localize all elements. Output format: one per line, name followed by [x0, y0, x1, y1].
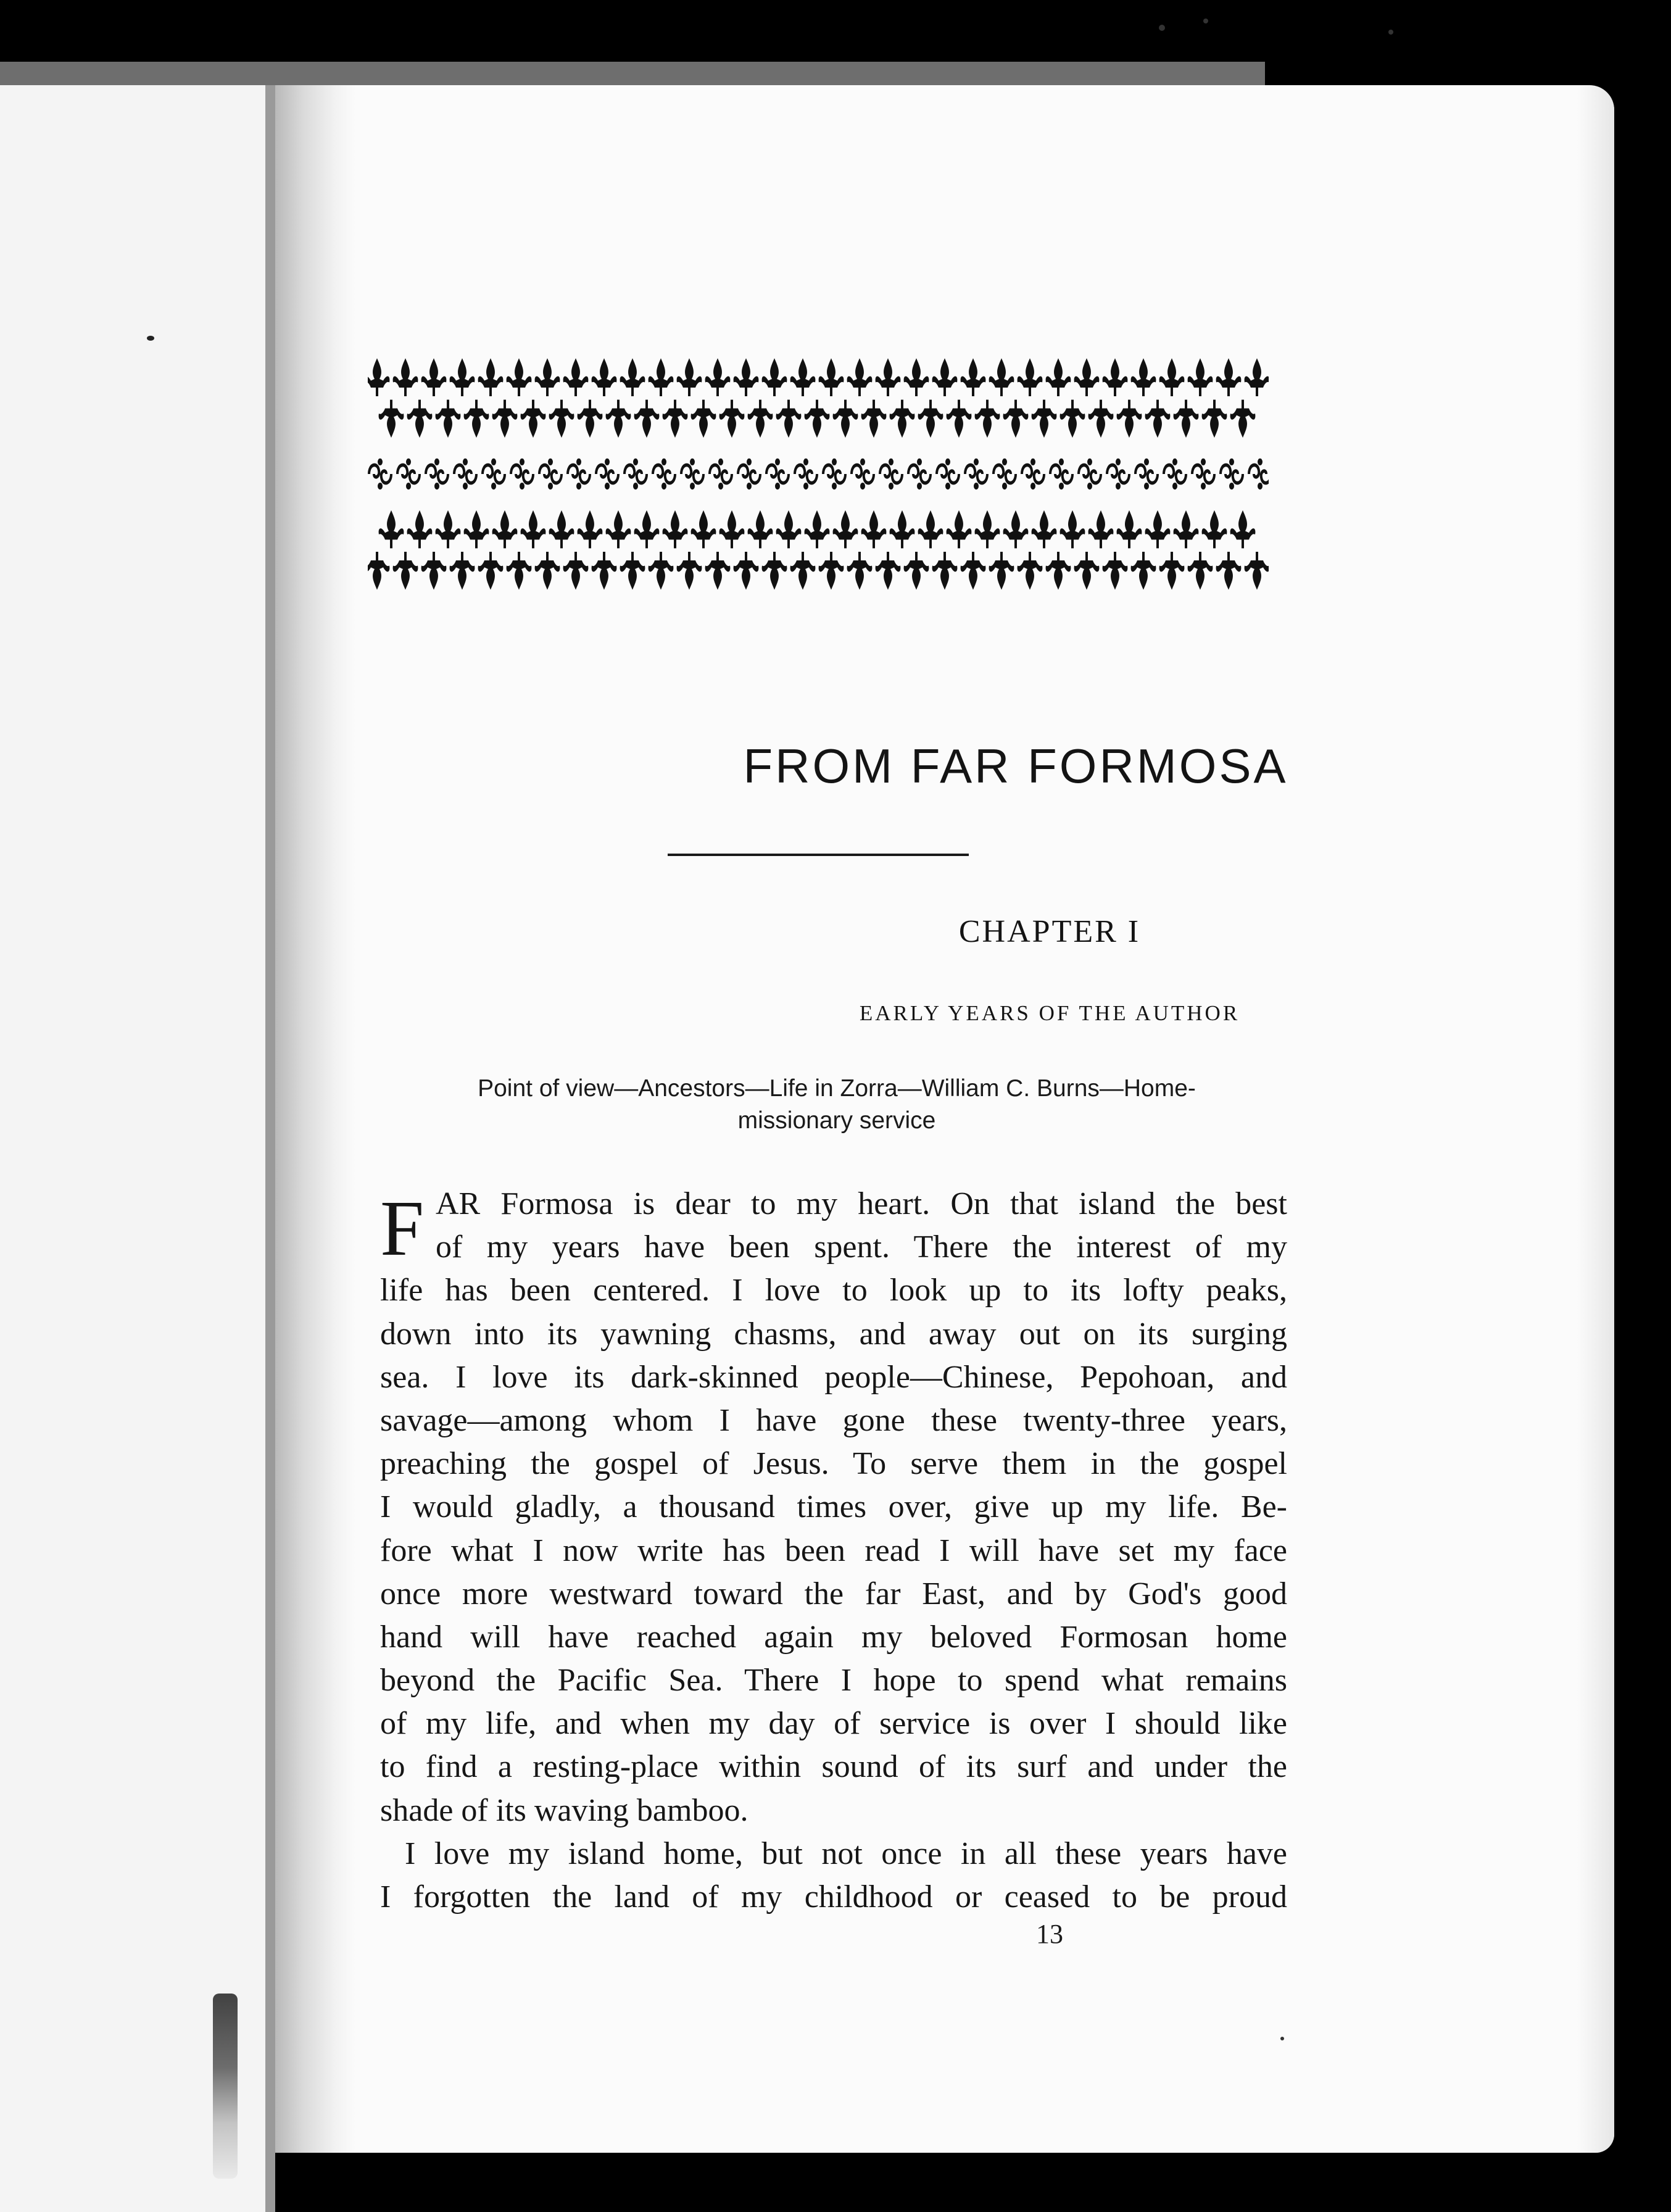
summary-line: missionary service	[737, 1107, 936, 1134]
text-line: I forgotten the land of my childhood or ceased to be proud	[380, 1879, 1287, 1915]
text-line: savage—among whom I have gone these twenty-three years,	[380, 1402, 1287, 1438]
page-edge-shadow	[1577, 85, 1614, 2153]
chapter-title-text: EARLY YEARS OF THE AUTHOR	[859, 1001, 1240, 1025]
page-number-text: 13	[1036, 1919, 1063, 1949]
text-line: sea. I love its dark-skinned people—Chinese, Pepohoan, and	[380, 1359, 1287, 1395]
summary-line: Point of view—Ancestors—Life in Zorra—William C. Burns—Home-	[478, 1075, 1196, 1102]
text-line: AR Formosa is dear to my heart. On that island the best	[436, 1186, 1287, 1221]
chapter-heading-text: CHAPTER I	[958, 914, 1141, 949]
text-line: hand will have reached again my beloved Formosan home	[380, 1619, 1287, 1655]
text-line: of my life, and when my day of service is over I should like	[380, 1706, 1287, 1742]
chapter-title	[275, 1001, 1614, 1026]
page-number	[275, 1918, 1614, 1950]
body-text	[380, 1183, 1287, 1919]
ink-speck	[1280, 2037, 1284, 2040]
text-line: life has been centered. I love to look up to its lofty peaks,	[380, 1273, 1287, 1308]
ink-speck	[1203, 19, 1208, 23]
book-title-text: FROM FAR FORMOSA	[743, 739, 1288, 793]
text-line: beyond the Pacific Sea. There I hope to spend what remains	[380, 1663, 1287, 1698]
text-line: to find a resting-place within sound of its surf and under the	[380, 1749, 1287, 1785]
text-line: down into its yawning chasms, and away out on its surging	[380, 1316, 1287, 1352]
ornament-row-top	[368, 358, 1269, 396]
drop-cap: F	[380, 1184, 425, 1272]
headpiece-ornament	[368, 344, 1269, 604]
text-line: fore what I now write has been read I will have set my face	[380, 1532, 1287, 1568]
scan-border	[0, 62, 1265, 85]
text-line: preaching the gospel of Jesus. To serve them in the gospel	[380, 1446, 1287, 1482]
text-line: of my years have been spent. There the interest of my	[436, 1229, 1287, 1265]
ink-speck	[1388, 30, 1393, 35]
chapter-summary	[380, 1073, 1293, 1137]
ink-speck	[147, 336, 154, 341]
left-page-fold	[265, 85, 275, 2212]
left-page-edge	[0, 85, 272, 2212]
ornament-row-middle	[369, 459, 1269, 489]
book-title	[275, 738, 1614, 794]
ornament-row-upper	[379, 400, 1256, 438]
ornament-row-lower	[379, 510, 1256, 549]
text-line: I love my island home, but not once in all these years have	[405, 1836, 1287, 1871]
gutter-shadow	[275, 85, 355, 2153]
title-rule	[668, 854, 969, 856]
text-line: I would gladly, a thousand times over, give up my life. Be-	[380, 1489, 1287, 1525]
ornament-row-bottom	[368, 552, 1269, 590]
page-damage-mark	[213, 1994, 238, 2179]
book-page	[275, 85, 1614, 2153]
chapter-heading	[275, 913, 1614, 950]
text-line: shade of its waving bamboo.	[380, 1792, 748, 1828]
text-line: once more westward toward the far East, and by God's good	[380, 1576, 1287, 1611]
ink-speck	[1159, 25, 1165, 31]
